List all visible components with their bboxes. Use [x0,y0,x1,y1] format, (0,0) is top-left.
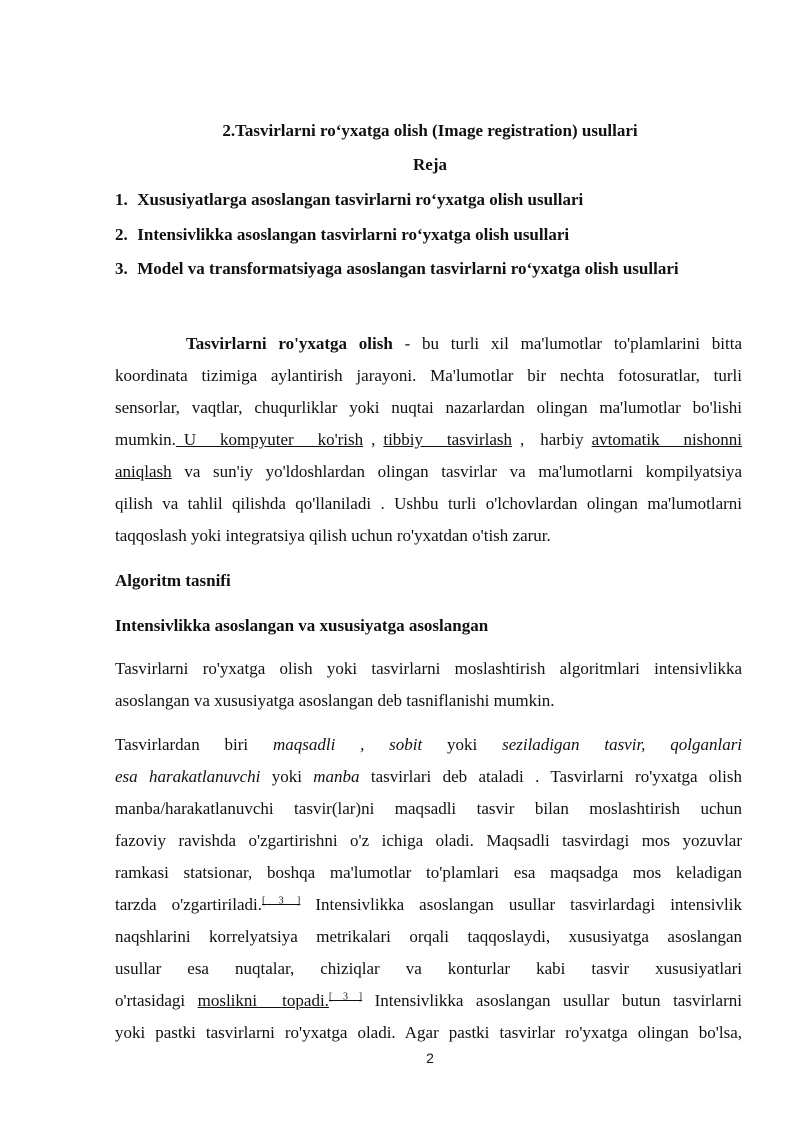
text-line: Tasvirlarni ro'yxatga olish yoki tasvirlarni moslashtirish algoritmlari intensivlikka [115,659,742,678]
text-run: Intensivlikka asoslangan usullar butun tasvirlarni [362,991,742,1010]
text-line: sensorlar, vaqtlar, chuqurliklar yoki nuqtai nazarlardan olingan ma'lumotlar bo'lishi [115,398,742,417]
link-computer-vision[interactable]: U kompyuter ko'rish [175,430,364,449]
italic-term: maqsadli , sobit [272,735,423,754]
text-run: Tasvirlardan [115,735,200,754]
plan-item-2 [115,225,569,245]
plan-heading: Reja [413,155,447,174]
plan-item-text: Model va transformatsiyaga asoslangan tasvirlarni ro‘yxatga olish usullari [137,259,679,278]
text-line: qilish va tahlil qilishda qo'llaniladi . Ushbu turli o'lchovlardan olingan ma'lumotlarni [115,494,742,513]
page-number: 2 [426,1050,434,1066]
text-line: taqqoslash yoki integratsiya qilish uchun ro'yxatdan o'tish zarur. [115,526,551,545]
italic-term: qolganlari [670,735,743,754]
text-run: yoki [260,767,314,786]
plan-item-text: Xususiyatlarga asoslangan tasvirlarni ro‘yxatga olish usullari [137,190,584,209]
text-run: va sun'iy yo'ldoshlardan olingan tasvirlar va ma'lumotlarni kompilyatsiya [171,462,742,481]
heading-algorithm-classification: Algoritm tasnifi [115,571,231,590]
text-line [115,456,742,488]
text-run: Intensivlikka asoslangan usullar tasvirlardagi intensivlik [300,895,742,914]
link-target-recognition[interactable]: avtomatik nishonni [591,430,743,449]
text-line [115,424,742,456]
text-run: biri [224,735,249,754]
text-line [115,729,742,761]
text-run: , harbiy [512,430,592,449]
text-line: koordinata tizimiga aylantirish jarayoni. Ma'lumotlar bir nechta fotosuratlar, turli [115,366,742,385]
italic-term: manba [313,767,360,786]
italic-term: tasvir, [604,735,646,754]
text-line [115,985,742,1017]
text-line: asoslangan va xususiyatga asoslangan deb tasniflanishi mumkin. [115,691,555,710]
italic-term: esa harakatlanuvchi [115,767,261,786]
text-line: fazoviy ravishda o'zgartirishni o'z ichiga oladi. Maqsadli tasvirdagi mos yozuvlar [115,831,742,850]
citation-link[interactable]: [ 3 ] [328,991,363,1003]
classification-paragraph [115,653,742,717]
text-line: manba/harakatlanuvchi tasvir(lar)ni maqsadli tasvir bilan moslashtirish uchun [115,799,742,818]
text-line [115,328,742,360]
text-run: - bu turli xil ma'lumotlar to'plamlarini bitta [392,334,742,353]
italic-term: seziladigan [502,735,580,754]
bold-term: Tasvirlarni ro'yxatga olish [186,334,393,353]
plan-item-number: 1. [115,190,128,209]
main-paragraph [115,729,742,1049]
text-run: tarzda o'zgartiriladi. [115,895,262,914]
plan-item-number: 3. [115,259,128,278]
plan-item-text: Intensivlikka asoslangan tasvirlarni ro‘yxatga olish usullari [137,225,570,244]
text-line [115,889,742,921]
heading-intensity-feature: Intensivlikka asoslangan va xususiyatga asoslangan [115,616,489,635]
text-run: yoki [447,735,478,754]
intro-paragraph [115,328,742,552]
text-run: , [363,430,384,449]
text-line: naqshlarini korrelyatsiya metrikalari orqali taqqoslaydi, xususiyatga asoslangan [115,927,742,946]
text-run: o'rtasidagi [115,991,198,1010]
plan-item-1 [115,190,583,210]
text-run: tasvirlari deb ataladi . Tasvirlarni ro'yxatga olish [359,767,742,786]
plan-item-number: 2. [115,225,128,244]
document-title: 2.Tasvirlarni ro‘yxatga olish (Image registration) usullari [222,121,638,140]
text-line: ramkasi statsionar, boshqa ma'lumotlar to'plamlari esa maqsadga mos keladigan [115,863,742,882]
link-finds-correspondence[interactable]: moslikni topadi. [197,991,329,1010]
text-line [115,761,742,793]
text-line: usullar esa nuqtalar, chiziqlar va konturlar kabi tasvir xususiyatlari [115,959,742,978]
link-target-recognition-cont[interactable]: aniqlash [115,462,172,481]
text-run: mumkin. [115,430,176,449]
link-medical-imaging[interactable]: tibbiy tasvirlash [383,430,513,449]
plan-item-3 [115,259,679,279]
text-line: yoki pastki tasvirlarni ro'yxatga oladi. Agar pastki tasvirlar ro'yxatga olingan bo'lsa, [115,1023,742,1042]
citation-link[interactable]: [ 3 ] [261,895,301,907]
